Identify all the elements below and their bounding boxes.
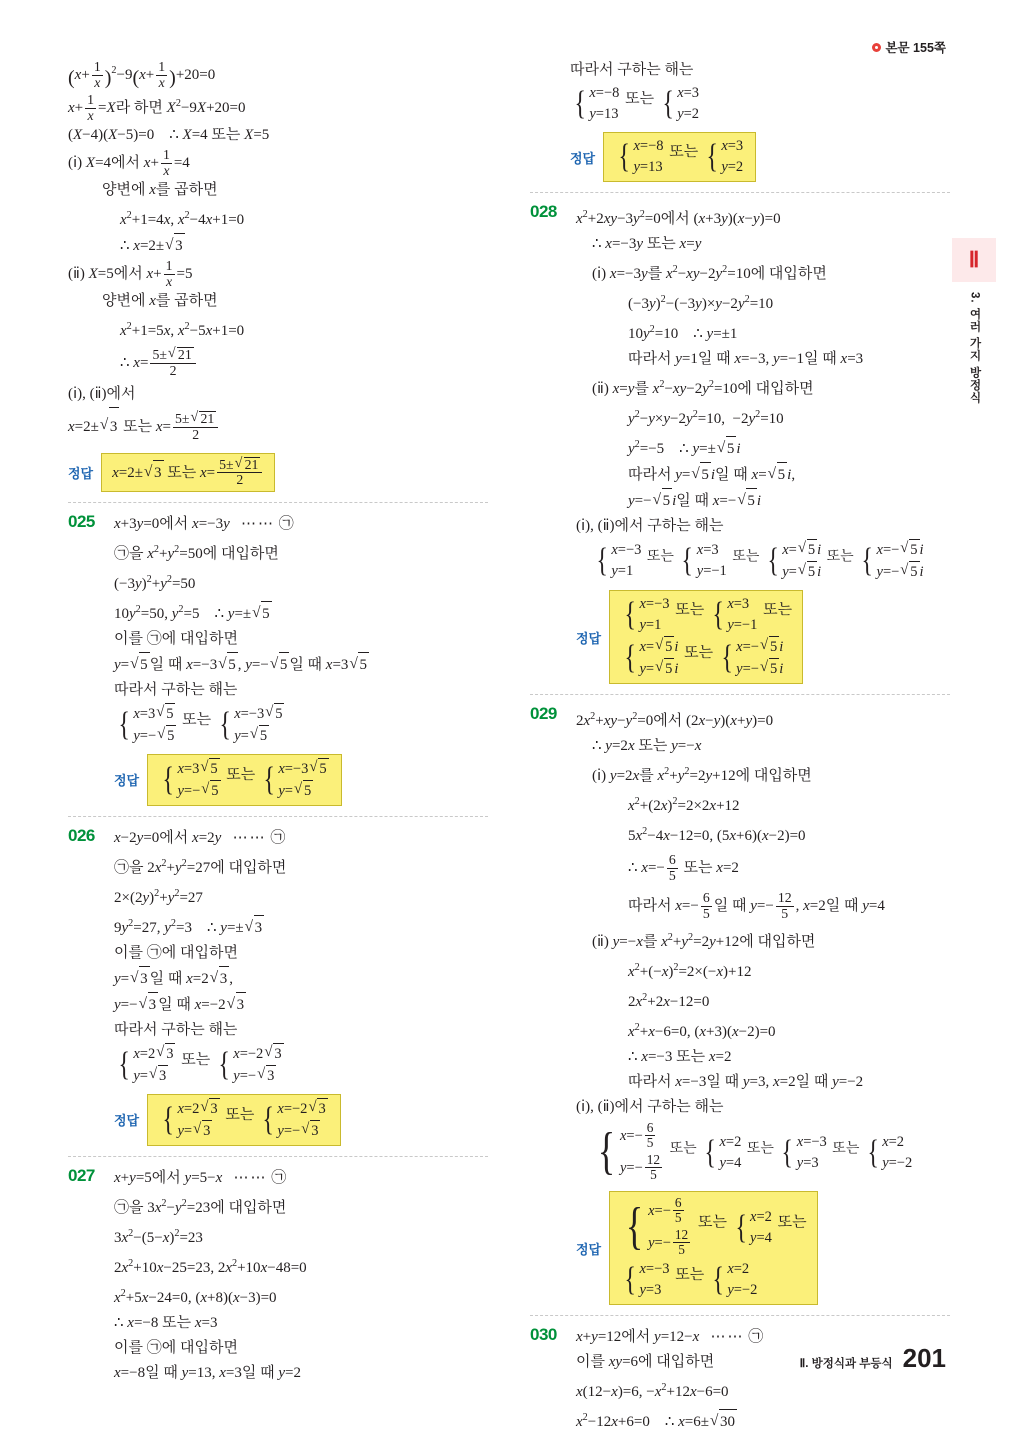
reference-note [872,38,946,56]
answer-box: { x=−8 y=13 또는 { x=3 y=2 [603,132,756,182]
answer-box: x=2± √ 3 또는 x= $\frac{5\pm √ 21}{2}$ [101,453,275,492]
answer-label: 정답 [114,773,140,789]
answer-label: 정답 [68,465,94,481]
math-line: y=− √ 3 일 때 x=−2 √ 3 [114,992,488,1018]
math-line: $2x^2+10x-25=23$, $2x^2+10x-48=0$ [114,1257,307,1276]
answer-label: 정답 [576,1241,602,1257]
divider [530,192,950,193]
math-line: ㉠을 $3x^2-y^2=23$에 대입하면 [114,1197,287,1216]
problem-number: 028 [530,202,557,221]
math-line: 따라서 y=1일 때 x=−3, y=−1일 때 x=3 [628,351,864,367]
math-line: ㉠을 $x^2+y^2=50$에 대입하면 [114,543,279,562]
answer-label: 정답 [570,150,596,166]
solution-028 [530,202,950,684]
solution-system: { x=− $\frac{6}{5}$ y=− $\frac{12}{5}$ 또는 { x=2 y=4 또는 { x=−3 y=3 또는 { x=2 y=−2 [597,1120,913,1183]
math-line: y= √ 5 일 때 x=−3 √ 5 , y=− √ 5 일 때 x=3 √ 5 [114,652,488,678]
answer-label: 정답 [114,1113,140,1129]
math-line: $2x^2+2x-12=0$ [628,992,710,1010]
math-line: y= √ 3 일 때 x=2 √ 3 , [114,966,488,992]
math-line: x+ $\frac{1}{x}$ =X라 하면 $X^2-9X+20=0$ [68,92,246,123]
math-line: ∴ x=−3 또는 x=2 [628,1049,732,1065]
math-line: $x^2+(2x)^2=2\times 2x+12$ [628,796,740,814]
math-line: 따라서 구하는 해는 [114,681,238,698]
math-line: x+y=12에서 y=12−x ⋯⋯ ㉠ [576,1329,764,1345]
math-line: (ⅰ) y=2x를 $x^2+y^2=2y+12$에 대입하면 [592,766,812,784]
math-line: x+y=5에서 y=5−x ⋯⋯ ㉠ [114,1169,287,1186]
divider [530,694,950,695]
answer-row [68,453,488,492]
divider [530,1315,950,1316]
math-line: 따라서 x=− $\frac{6}{5}$ 일 때 y=− $\frac{12}{5}$ , x=2일 때 y=4 [628,890,885,921]
answer-row [576,590,950,684]
math-line: $x^2+1=4x$, $x^2-4x+1=0$ [120,210,245,229]
answer-row [114,754,488,806]
math-line: ∴ y=2x 또는 y=−x [592,738,702,754]
footer-chapter: Ⅱ. 방정식과 부등식 [799,1358,893,1370]
divider [68,502,488,503]
answer-box: { x=−3 y=1 또는 { x=3 y=−1 또는 { x= √ 5 i y= √ 5 i 또는 { x=− √ 5 i y=− √ 5 i [609,590,803,684]
solution-system: { x=−8 y=13 또는 { x=3 y=2 [574,85,700,122]
chapter-vertical-label: 3. 여러 가지 방정식 [968,292,981,404]
math-line: ∴ x=−3y 또는 x=y [592,236,702,252]
solution-027 [68,1166,488,1386]
math-line: 따라서 y= √ 5 i일 때 x= √ 5 i, [576,462,950,488]
math-line: 이를 ㉠에 대입하면 [114,944,238,961]
math-line: y=− √ 5 i일 때 x=− √ 5 i [576,488,950,514]
math-line: (ⅱ) y=−x를 $x^2+y^2=2y+12$에 대입하면 [592,932,816,950]
math-line: $y^2=-5$ ∴ y=± √ 5 i [576,432,950,462]
math-line: ∴ x=− $\frac{6}{5}$ 또는 x=2 [628,852,739,883]
divider [68,1156,488,1157]
chapter-roman-numeral: Ⅱ [952,238,996,282]
math-line: $(-3y)^2-(-3y)\times y-2y^2=10$ [628,294,774,312]
problem-number: 025 [68,511,95,531]
answer-box: { x=3 √ 5 y=− √ 5 또는 { x=−3 √ 5 y= √ 5 [147,754,341,806]
math-line: $3x^2-(5-x)^2=23$ [114,1227,203,1246]
math-line: 따라서 구하는 해는 [570,62,694,78]
problem-number: 026 [68,825,95,845]
solution-026 [68,826,488,1146]
solution-029 [530,704,950,1305]
bullet-icon [872,43,881,52]
solution-system: { x=2 √ 3 y= √ 3 또는 { x=−2 √ 3 y=− √ 3 [114,1043,488,1087]
math-line: (ⅰ) x=−3y를 $x^2-xy-2y^2=10$에 대입하면 [592,264,827,282]
solution-system: { x=−3 y=1 또는 { x=3 y=−1 또는 { x= √ 5 i y= √ 5 i 또는 { x=− √ 5 i y=− √ 5 i [576,539,950,583]
math-line: ㉠을 $2x^2+y^2=27$에 대입하면 [114,857,287,876]
math-line: (ⅱ) x=y를 $x^2-xy-2y^2=10$에 대입하면 [592,379,814,397]
page-number: 201 [902,1343,946,1373]
math-line: $y^2-y\times y-2y^2=10$, $-2y^2=10$ [628,409,784,427]
math-line: $x^2+1=5x$, $x^2-5x+1=0$ [120,321,245,339]
math-line: $x^2+(-x)^2=2\times(-x)+12$ [628,962,752,980]
solution-system: { x=3 √ 5 y=− √ 5 또는 { x=−3 √ 5 y= √ 5 [114,703,488,747]
problem-number: 030 [530,1325,557,1344]
math-line: x=−8일 때 y=13, x=3일 때 y=2 [114,1364,301,1381]
math-line: 따라서 x=−3일 때 y=3, x=2일 때 y=−2 [628,1074,864,1090]
math-line: $x^2+x-6=0$, (x+3)(x−2)=0 [628,1022,776,1040]
math-line: x(12−x)=6, $-x^2+12x-6=0$ [576,1382,729,1400]
math-line: 이를 ㉠에 대입하면 [114,1339,238,1356]
solution-025 [68,512,488,806]
math-line: $x^2+2xy-3y^2=0$에서 (x+3y)(x−y)=0 [576,209,781,227]
math-line: (ⅰ), (ⅱ)에서 [68,386,136,402]
math-line: $9y^2=27$, $y^2=3$ ∴ y=± √ 3 [114,911,488,941]
math-line: (ⅰ), (ⅱ)에서 구하는 해는 [576,518,724,534]
answer-box: { x=− $\frac{6}{5}$ y=− $\frac{12}{5}$ 또는 { x=2 y=4 또는 { x=−3 y=3 또는 { x=2 y=−2 [609,1191,818,1305]
math-line: ∴ x=2± √ 3 [68,233,488,259]
left-column [68,58,488,1388]
divider [68,816,488,817]
math-line: $10y^2=10$ ∴ y=±1 [628,324,738,342]
math-line: $10y^2=50$, $y^2=5$ ∴ y=± √ 5 [114,597,488,627]
answer-box: { x=2 √ 3 y= √ 3 또는 { x=−2 √ 3 y=− √ 3 [147,1094,341,1146]
solution-030 [530,1325,950,1435]
right-column [530,58,950,1437]
math-line: $x^2+5x-24=0$, (x+8)(x−3)=0 [114,1287,277,1306]
reference-text: 본문 155쪽 [885,41,946,55]
page-footer [800,1343,946,1374]
math-line: $x^2-12x+6=0$ ∴ x=6± √ 30 [576,1405,950,1435]
problem-number: 029 [530,704,557,723]
math-line: x+3y=0에서 x=−3y ⋯⋯ ㉠ [114,515,294,532]
solution-027-continued [530,58,950,182]
answer-row [576,1191,950,1305]
chapter-side-tab [952,238,996,404]
math-line: (X−4)(X−5)=0 ∴ X=4 또는 X=5 [68,127,270,144]
math-line: (ⅰ) X=4에서 x+ $\frac{1}{x}$ =4 [68,147,190,178]
answer-row [114,1094,488,1146]
math-line: $2\times(2y)^2+y^2=27$ [114,887,203,906]
math-line: ∴ x=−8 또는 x=3 [114,1314,218,1331]
math-line: ∴ x= $\frac{5\pm √ 21}{2}$ [68,344,488,382]
math-line: 양변에 x를 곱하면 [102,293,218,309]
math-line: $2x^2+xy-y^2=0$에서 (2x−y)(x+y)=0 [576,711,774,729]
math-line: 따라서 구하는 해는 [114,1021,238,1038]
math-line: 양변에 x를 곱하면 [102,182,218,199]
answer-row [570,132,950,182]
math-line: 이를 xy=6에 대입하면 [576,1354,715,1370]
math-line: (ⅱ) X=5에서 x+ $\frac{1}{x}$ =5 [68,258,193,289]
math-line: $(-3y)^2+y^2=50$ [114,573,196,592]
math-line: 이를 ㉠에 대입하면 [114,630,238,647]
math-line: x=2± √ 3 또는 x= $\frac{5\pm √ 21}{2}$ [68,407,488,446]
math-line: $5x^2-4x-12=0$, (5x+6)(x−2)=0 [628,826,806,844]
math-line: (x+ $\frac{1}{x}$ )$^2$−9(x+ $\frac{1}{x}$ )+20=0 [68,59,216,90]
answer-label: 정답 [576,630,602,646]
math-line: (ⅰ), (ⅱ)에서 구하는 해는 [576,1099,724,1115]
math-line: x−2y=0에서 x=2y ⋯⋯ ㉠ [114,829,286,846]
solution-024-continued [68,58,488,492]
problem-number: 027 [68,1165,95,1185]
